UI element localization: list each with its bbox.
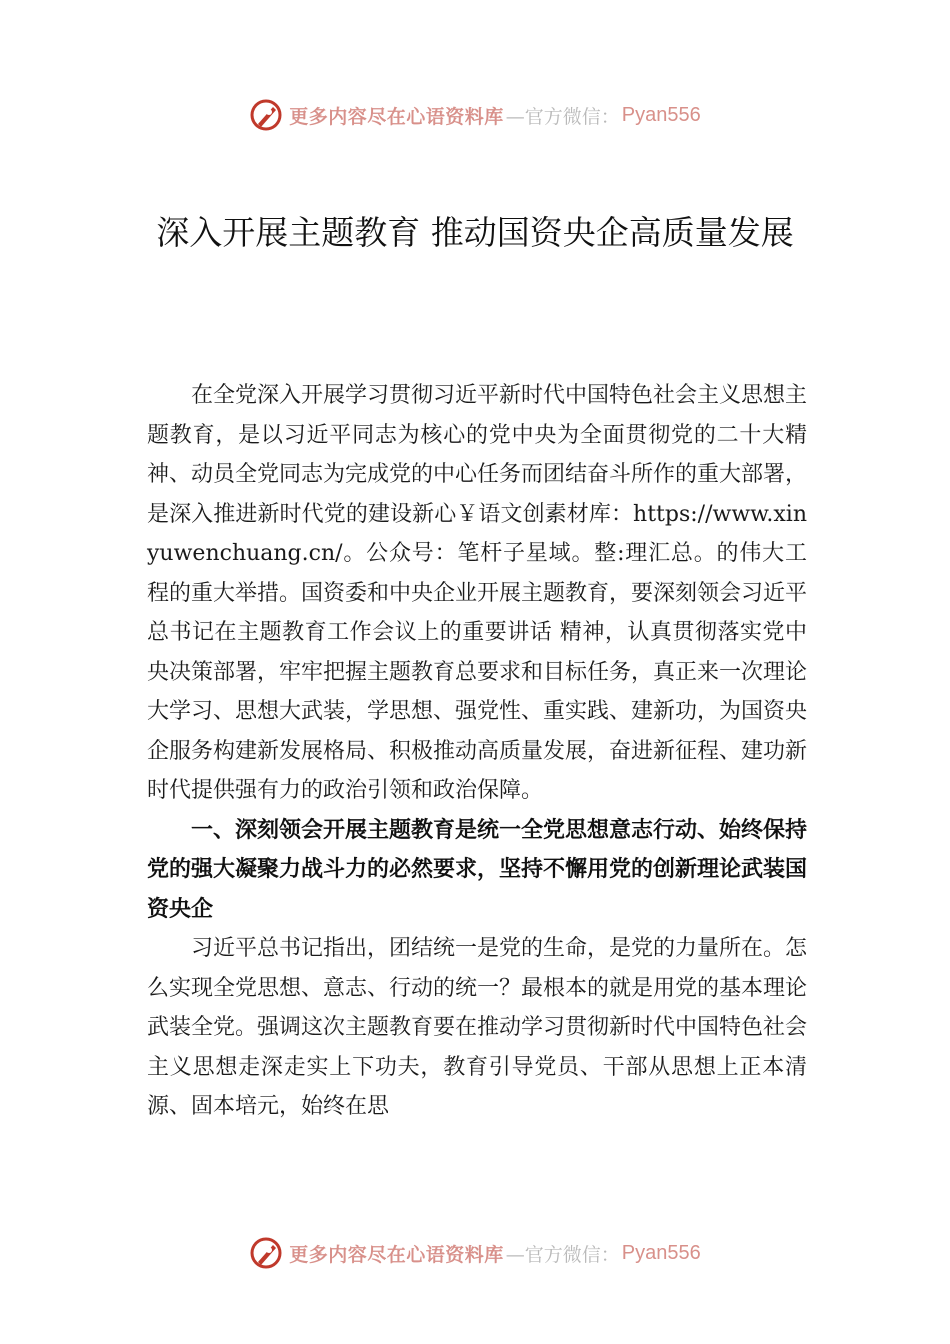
section-heading-1: 一、深刻领会开展主题教育是统一全党思想意志行动、始终保持党的强大凝聚力战斗力的必然要求，坚持不懈用党的创新理论武装国资央企 — [147, 817, 808, 922]
watermark-main-text: 更多内容尽在心语资料库 — [289, 1243, 504, 1266]
pen-logo-icon — [249, 1236, 283, 1270]
paragraph-section-1: 习近平总书记指出，团结统一是党的生命，是党的力量所在。怎么实现全党思想、意志、行动的统一？最根本的就是用党的基本理论武装全党。强调这次主题教育要在推动学习贯彻新时代中国特色社会主义思想走深走实上下功夫，教育引导党员、干部从思想上正本清源、固本培元，始终在思 — [147, 936, 808, 1119]
watermark-sub-text: —官方微信： — [505, 105, 620, 128]
watermark-wechat-id: Pyan556 — [621, 1241, 701, 1264]
watermark-banner-bottom — [0, 1233, 950, 1273]
document-title: 深入开展主题教育 推动国资央企高质量发展 — [156, 213, 794, 252]
document-body — [147, 376, 807, 1127]
watermark-main-text: 更多内容尽在心语资料库 — [289, 105, 504, 128]
paragraph-intro: 在全党深入开展学习贯彻习近平新时代中国特色社会主义思想主题教育，是以习近平同志为核心的党中央为全面贯彻党的二十大精神、动员全党同志为完成党的中心任务而团结奋斗所作的重大部署，是深入推进新时代党的建设新心￥语文创素材库：https://www.xinyuwenchuang.cn/。公众号：笔杆子星域。整:理汇总。的伟大工程的重大举措。国资委和中央企业开展主题教育，要深刻领会习近平总书记在主题教育工作会议上的重要讲话 精神，认真贯彻落实党中央决策部署，牢牢把握主题教育总要求和目标任务，真正来一次理论大学习、思想大武装，学思想、强党性、重实践、建新功，为国资央企服务构建新发展格局、积极推动高质量发展，奋进新征程、建功新时代提供强有力的政治引领和政治保障。 — [147, 383, 808, 803]
watermark-banner-top — [0, 95, 950, 135]
watermark-wechat-id: Pyan556 — [621, 103, 701, 126]
watermark-sub-text: —官方微信： — [505, 1243, 620, 1266]
pen-logo-icon — [249, 98, 283, 132]
